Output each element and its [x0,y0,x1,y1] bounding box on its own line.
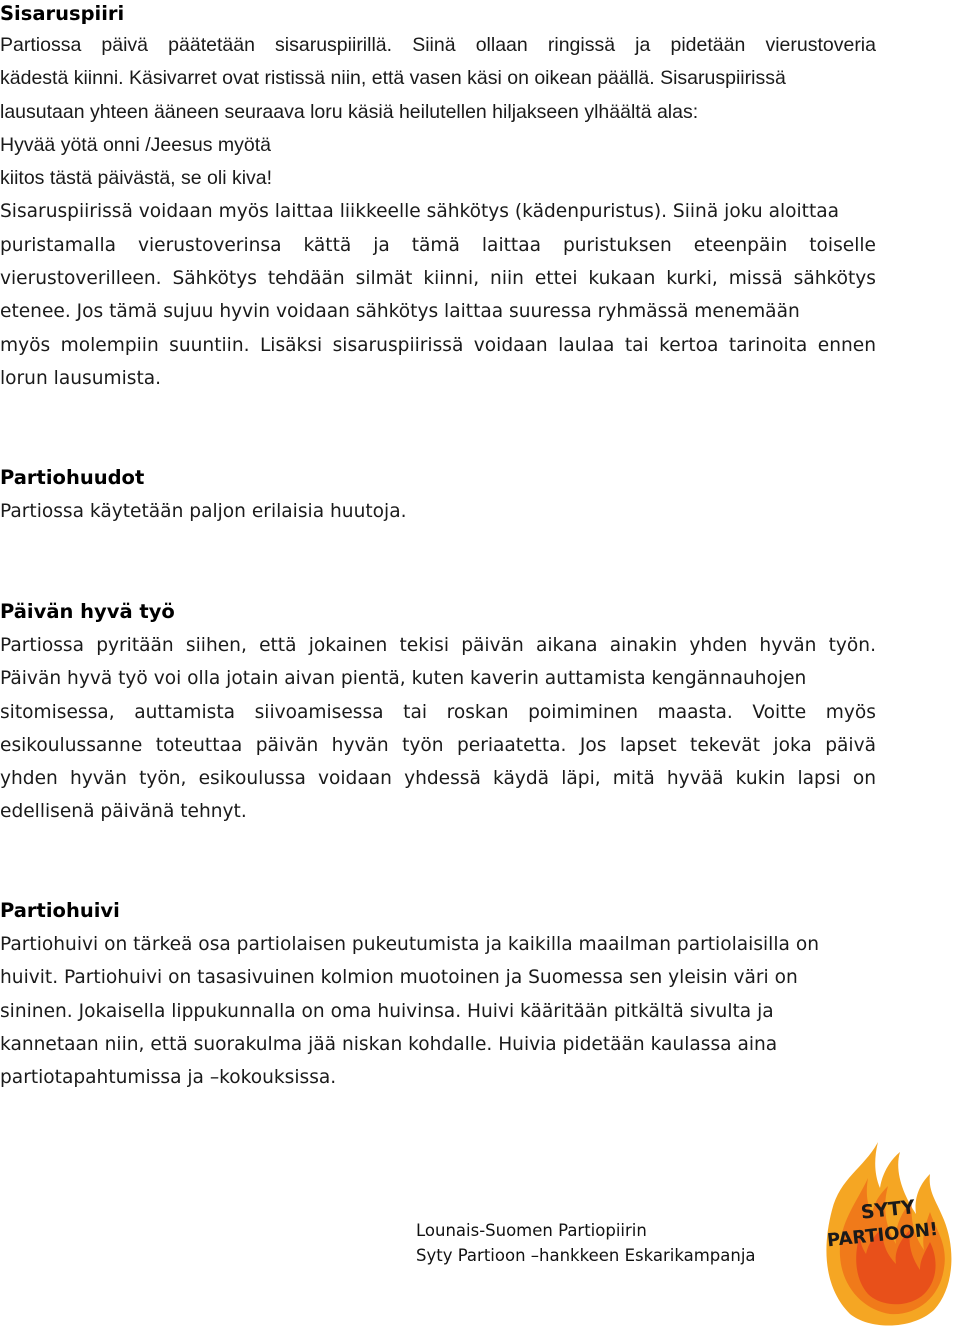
section-partiohuudot [0,464,876,528]
text-line: lorun lausumista. [0,367,162,389]
text-line: esikoulussanne toteuttaa päivän hyvän työn periaatetta. Jos lapset tekevät joka päivä [0,734,876,756]
text-line: etenee. Jos tämä sujuu hyvin voidaan sähkötys laittaa suuressa ryhmässä menemään [0,301,800,323]
footer [416,1218,756,1268]
text-line: myös molempiin suuntiin. Lisäksi sisaruspiirissä voidaan laulaa tai kertoa tarinoita ennen [0,334,876,356]
paragraph [0,495,876,528]
text-line: Sisaruspiirissä voidaan myös laittaa liikkeelle sähkötys (kädenpuristus). Siinä joku aloittaa [0,201,840,223]
text-line: partiotapahtumissa ja –kokouksissa. [0,1067,337,1089]
text-line: lausutaan yhteen ääneen seuraava loru käsiä heilutellen hiljakseen ylhäältä alas: [0,100,699,123]
footer-campaign: Syty Partioon –hankkeen Eskarikampanja [416,1246,756,1265]
syty-partioon-logo [820,1138,956,1328]
text-line: sitomisessa, auttamista siivoamisessa tai roskan poimiminen maasta. Voitte myös [0,701,876,723]
paragraph [0,629,876,829]
section-heading: Sisaruspiiri [0,2,125,25]
paragraph [0,29,876,395]
section-heading: Partiohuudot [0,466,145,489]
text-line: puristamalla vierustoverinsa kättä ja tämä laittaa puristuksen eteenpäin toiselle [0,234,876,256]
text-line: kädestä kiinni. Käsivarret ovat ristissä niin, että vasen käsi on oikean päällä. Sisaruspiirissä [0,67,786,90]
text-line: sininen. Jokaisella lippukunnalla on oma huivinsa. Huivi kääritään pitkältä sivulta ja [0,1000,774,1022]
section-partiohuivi [0,897,876,1094]
text-line: edellisenä päivänä tehnyt. [0,801,247,823]
text-line: Partiossa käytetään paljon erilaisia huutoja. [0,501,407,522]
section-heading: Partiohuivi [0,899,120,922]
text-line: yhden hyvän työn, esikoulussa voidaan yhdessä käydä läpi, mitä hyvää kukin lapsi on [0,768,876,790]
footer-organization: Lounais-Suomen Partiopiirin [416,1221,647,1240]
logo-text-line1: SYTY [859,1196,916,1224]
text-line: huivit. Partiohuivi on tasasivuinen kolmion muotoinen ja Suomessa sen yleisin väri on [0,967,798,989]
paragraph [0,928,876,1094]
section-heading: Päivän hyvä työ [0,600,175,623]
flame-icon [820,1138,956,1328]
text-line: Päivän hyvä työ voi olla jotain aivan pientä, kuten kaverin auttamista kengännauhojen [0,668,807,690]
text-line: Partiohuivi on tärkeä osa partiolaisen pukeutumista ja kaikilla maailman partiolaisilla on [0,934,819,955]
text-line: Hyvää yötä onni /Jeesus myötä [0,133,271,156]
text-line: kannetaan niin, että suorakulma jää niskan kohdalle. Huivia pidetään kaulassa aina [0,1033,778,1055]
text-line: kiitos tästä päivästä, se oli kiva! [0,167,273,190]
section-paivan-hyva-tyo [0,598,876,829]
text-line: vierustoverilleen. Sähkötys tehdään silmät kiinni, niin ettei kukaan kurki, missä sähkötys [0,268,876,290]
text-line: Partiossa päivä päätetään sisaruspiirillä. Siinä ollaan ringissä ja pidetään vierustoveria [0,34,876,56]
section-sisaruspiiri [0,0,876,395]
logo-text-line2: PARTIOON! [826,1218,939,1252]
text-line: Partiossa pyritään siihen, että jokainen tekisi päivän aikana ainakin yhden hyvän työn. [0,635,876,656]
